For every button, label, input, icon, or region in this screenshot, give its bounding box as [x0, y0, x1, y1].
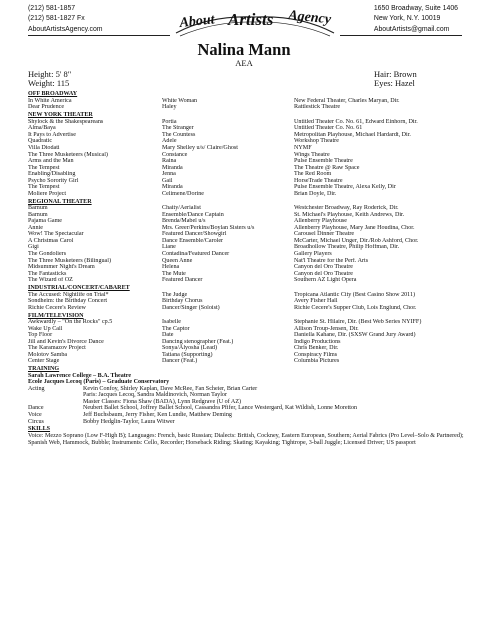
credit-role: Brenda/Mabel u/s: [162, 218, 206, 225]
credit-role: The Judge: [162, 291, 188, 298]
section-title: NEW YORK THEATER: [28, 112, 93, 119]
credit-venue: Allenberry Playhouse: [294, 218, 347, 225]
section-title: FILM/TELEVISION: [28, 312, 84, 319]
credit-row: [28, 305, 468, 312]
credit-role: The Captor: [162, 325, 190, 332]
credit-role: Dancer (Feat.): [162, 358, 198, 365]
credit-role: Helena: [162, 264, 180, 271]
actor-height: Height: 5' 8": [28, 69, 72, 79]
credit-role: Miranda: [162, 164, 183, 171]
credit-row: [28, 104, 468, 111]
credit-title: Center Stage: [28, 358, 60, 365]
credits-section: [28, 112, 468, 197]
credit-venue: Untitled Theater Co. No. 61, Edward Einhorn, Dir.: [294, 118, 418, 125]
credit-title: Psycho Sorority Girl: [28, 177, 79, 184]
agency-address-line1: 1650 Broadway, Suite 1406: [373, 5, 458, 12]
credit-title: The Tempest: [28, 184, 60, 191]
credit-role: Featured Dancer/Showgirl: [162, 231, 227, 238]
credit-row: [28, 191, 468, 198]
credit-venue: McCarter, Michael Unger, Dir./Rob Ashford, Chor.: [294, 237, 419, 244]
credit-title: Enabling/Disabling: [28, 171, 76, 178]
credits-section: [28, 91, 468, 111]
credit-venue: Pulse Ensemble Theatre, Alexa Kelly, Dir: [294, 184, 396, 191]
credit-venue: Untitled Theater Co. No. 61: [294, 125, 363, 132]
credit-venue: Tropicana Atlantic City (Best Casino Show 2011): [294, 291, 416, 298]
agency-logo: [170, 5, 340, 41]
resume-content: [28, 90, 468, 446]
credit-role: Haley: [162, 104, 177, 111]
training-teachers: Jeff Buchsbaum, Jerry Fisher, Ken Lundie, Matthew Deming: [83, 412, 232, 419]
credit-venue: Columbia Pictures: [294, 358, 340, 365]
credit-title: Wow! The Spectacular: [28, 231, 84, 238]
svg-text:About: About: [178, 12, 216, 31]
credit-venue: Wings Theatre: [294, 151, 330, 158]
credit-role: Chaity/Aerialist: [162, 205, 201, 212]
credit-role: Miranda: [162, 184, 183, 191]
credit-role: Tatiana (Supporting): [162, 351, 213, 358]
training-teachers: Bobby Hedglin-Taylor, Laura Witwer: [83, 418, 175, 425]
credit-title: In White America: [28, 97, 72, 104]
credit-role: Queen Anne: [162, 257, 193, 264]
credit-title: Villa Diodati: [28, 144, 60, 151]
credit-title: Arms and the Man: [28, 158, 74, 165]
credit-role: Portia: [162, 118, 177, 125]
credit-role: The Stranger: [162, 125, 194, 132]
credit-venue: Allenberry Playhouse, Mary Jane Houdina, Chor.: [294, 224, 415, 231]
credit-title: Annie: [28, 224, 43, 231]
credit-venue: Workshop Theatre: [294, 138, 339, 145]
agency-logo-graphic: [170, 5, 340, 41]
training-row: [28, 419, 468, 426]
credit-venue: Broadhollow Theatre, Philip Hoffman, Dir.: [294, 244, 400, 251]
credit-venue: Nat'l Theatre for the Perf. Arts: [294, 257, 369, 264]
training-teachers: Neubert Ballet School, Joffrey Ballet School, Cassandra Pfifer, Lance Westergard, Kat Wildish, Lonne Moretton: [83, 405, 358, 412]
credit-role: Ensemble/Dance Captain: [162, 211, 224, 218]
agency-phone: (212) 581-1857: [28, 5, 76, 12]
credit-title: The Gondoliers: [28, 251, 67, 258]
training-school-2: Ecole Jacques Lecoq (Paris) – Graduate Conservatory: [28, 379, 170, 386]
credit-role: Constance: [162, 151, 188, 158]
training-category: Circus: [28, 418, 44, 425]
section-title: OFF BROADWAY: [28, 91, 78, 98]
credit-venue: Brian Doyle, Dir.: [294, 190, 337, 197]
actor-union: AEA: [235, 58, 253, 68]
credit-venue: Allison Troup-Jensen, Dir.: [294, 325, 359, 332]
credits-sections: [28, 91, 468, 365]
agency-address-line2: New York, N.Y. 10019: [373, 15, 441, 23]
training-rows: [28, 386, 468, 425]
credit-role: Mrs. Greer/Perkins/Boylan Sisters u/s: [162, 224, 255, 231]
credit-title: Barnum: [28, 211, 48, 218]
credit-title: The Tempest: [28, 164, 60, 171]
credit-role: Sonya/Alyosha (Lead): [162, 345, 217, 352]
credit-role: Dance Ensemble/Caroler: [162, 237, 224, 244]
credits-section: [28, 313, 468, 365]
credit-title: Awkwardly – "On the Rocks" cp.5: [28, 319, 113, 326]
credit-title: The Fantasticks: [28, 270, 67, 277]
credit-role: Isabelle: [162, 319, 181, 326]
credit-title: Richie Cecere's Review: [28, 304, 86, 311]
training-category: Dance: [28, 405, 44, 412]
credit-title: Top Floor: [28, 332, 53, 339]
credit-title: Jill and Kevin's Divorce Dance: [28, 338, 104, 345]
svg-text:Agency: Agency: [287, 8, 332, 28]
training-category: Acting: [28, 385, 45, 392]
credit-venue: Avery Fisher Hall: [294, 298, 338, 305]
credit-venue: Indigo Productions: [294, 338, 341, 345]
section-title: REGIONAL THEATER: [28, 198, 92, 205]
credit-role: Gail: [162, 177, 173, 184]
credit-venue: New Federal Theater, Charles Maryan, Dir.: [294, 97, 400, 104]
credit-title: The Accused: Nightlife on Trial*: [28, 291, 109, 298]
credit-role: Celimene/Dorine: [162, 190, 204, 197]
agency-website[interactable]: AboutArtistsAgency.com: [28, 25, 103, 33]
credit-role: Date: [162, 332, 174, 339]
actor-weight: Weight: 115: [28, 78, 70, 88]
credit-role: Featured Dancer: [162, 277, 203, 284]
credit-role: Mary Shelley u/s/ Claire/Ghost: [162, 144, 238, 151]
credit-role: The Countess: [162, 131, 196, 138]
credit-venue: Canyon del Oro Theatre: [294, 264, 353, 271]
credit-title: It Pays to Advertise: [28, 131, 76, 138]
credit-role: Birthday Chorus: [162, 298, 203, 305]
credit-venue: Stephanie St. Hilaire, Dir. (Best Web Series NYIFF): [294, 319, 422, 326]
credit-venue: Conspiracy Films: [294, 351, 338, 358]
credit-role: Jenna: [162, 171, 176, 178]
skills-section: [28, 426, 468, 446]
credit-title: Molotov Samba: [28, 351, 68, 358]
credit-venue: The Red Room: [294, 171, 332, 178]
agency-contact-right: [374, 4, 458, 35]
credit-role: Dancing stenographer (Feat.): [162, 338, 234, 345]
credit-venue: The Theatre @ Raw Space: [294, 164, 360, 171]
credit-venue: Southern AZ Light Opera: [294, 277, 357, 284]
agency-contact-left: [28, 4, 103, 35]
credits-section: [28, 199, 468, 284]
section-title-training: TRAINING: [28, 366, 60, 373]
skills-text: Voice: Mezzo Soprano (Low F-High B); Languages: French, basic Russian; Dialects: British, Cockney, Eastern European, Southern; Aerial Fabrics (Pro Level–Solo & Partnered); Spanish Web, Hammock, Bubble; Instruments: Cello, Recorder; Horseback Riding; Skating; Kayaking; Tightrope, 3-ball Juggle; Licensed Driver; US passport: [28, 432, 464, 446]
training-category: Voice: [28, 412, 42, 419]
credit-title: A Christmas Carol: [28, 237, 74, 244]
credit-title: Midsummer Night's Dream: [28, 264, 95, 271]
credit-venue: Daniella Kahane, Dir. (SXSW Grand Jury Award): [294, 332, 416, 339]
credit-title: Sondheim: the Birthday Concert: [28, 298, 108, 305]
actor-name: Nalina Mann: [197, 40, 291, 59]
agency-email[interactable]: AboutArtists@gmail.com: [373, 25, 450, 33]
credit-role: Dancer/Singer (Soloist): [162, 304, 220, 311]
credit-venue: Rattlestick Theatre: [294, 104, 341, 111]
training-school-1: Sarah Lawrence College – B.A. Theatre: [28, 372, 132, 379]
credit-title: Shylock & the Shakespeareans: [28, 118, 104, 125]
training-teachers: Paris: Jacques Lecoq, Sandra Maldinovich, Norman Taylor: [83, 392, 227, 399]
credit-row: [28, 358, 468, 365]
credit-venue: Westchester Broadway, Ray Roderick, Dir.: [294, 205, 399, 212]
header-divider-right: [340, 35, 462, 36]
credit-role: The Mute: [162, 270, 186, 277]
credit-title: The Wizard of OZ: [28, 277, 73, 284]
credit-row: [28, 277, 468, 284]
credit-venue: Metropolitan Playhouse, Michael Hardardt, Dir.: [294, 131, 411, 138]
agency-fax: (212) 581-1827 Fx: [28, 15, 85, 23]
training-teachers: Kevin Confoy, Shirley Kaplan, Dave McRee, Fan Scheier, Brian Carter: [83, 385, 258, 392]
credits-section: [28, 285, 468, 311]
credit-title: Wake Up Call: [28, 325, 63, 332]
credit-title: Pajama Game: [28, 218, 63, 225]
actor-eyes: Eyes: Hazel: [374, 78, 415, 88]
credit-venue: Gallery Players: [294, 251, 332, 258]
credit-venue: Canyon del Oro Theatre: [294, 270, 353, 277]
actor-hair: Hair: Brown: [374, 69, 417, 79]
section-title: INDUSTRIAL/CONCERT/CABARET: [28, 285, 130, 292]
credit-venue: HorseTrade Theatre: [294, 177, 343, 184]
section-title-skills: SKILLS: [28, 426, 51, 433]
credit-venue: Chris Benker, Dir.: [294, 345, 339, 352]
credit-title: Barnum: [28, 205, 48, 212]
credit-title: Gigi: [28, 244, 39, 251]
credit-venue: Pulse Ensemble Theatre: [294, 158, 353, 165]
svg-text:Artists: Artists: [228, 10, 274, 29]
credit-venue: Richie Cecere's Supper Club, Lois Englund, Chor.: [294, 304, 417, 311]
credit-title: The Three Musketeers (Musical): [28, 151, 108, 158]
credit-role: Raina: [162, 158, 177, 165]
header-divider-left: [28, 35, 170, 36]
credit-venue: NYMF: [294, 144, 312, 151]
credit-title: Quadratic: [28, 138, 53, 145]
credit-title: Dear Prudence: [28, 104, 65, 111]
credit-venue: St. Michael's Playhouse, Keith Andrews, Dir.: [294, 211, 405, 218]
training-section: [28, 366, 468, 425]
credit-title: The Karamazov Project: [28, 345, 86, 352]
credit-role: Liane: [162, 244, 176, 251]
credit-role: White Woman: [162, 97, 198, 104]
credit-title: The Three Musketeers (Bilingual): [28, 257, 111, 264]
credit-venue: Carousel Dinner Theatre: [294, 231, 355, 238]
credit-role: Contadina/Featured Dancer: [162, 251, 230, 258]
credit-title: Alma/Baya: [28, 125, 56, 132]
credit-title: Moliere Project: [28, 190, 67, 197]
training-teachers: Master Classes: Fiona Shaw (BADA), Lynn Redgrave (U of AZ): [83, 398, 242, 405]
credit-role: Adele: [162, 138, 177, 145]
